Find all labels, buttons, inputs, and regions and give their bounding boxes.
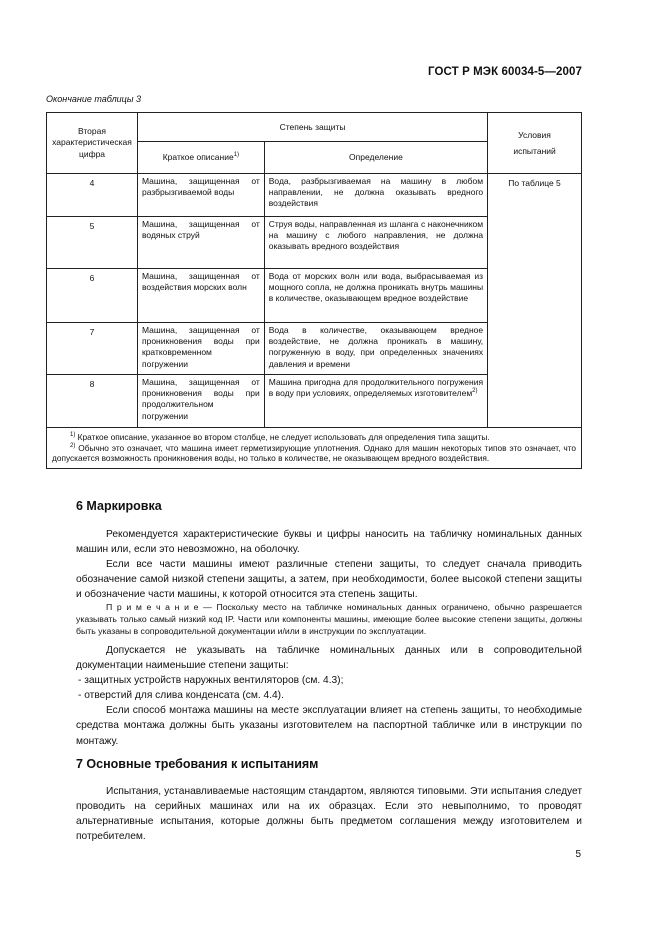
cell-short: Машина, защищенная от разбрызгиваемой воды bbox=[137, 174, 264, 217]
header-conditions-label: Условия испытаний bbox=[513, 130, 556, 156]
cell-digit: 4 bbox=[47, 174, 138, 217]
header-short-desc bbox=[137, 142, 264, 174]
cell-definition: Вода, разбрызгиваемая на машину в любом направлении, не должна оказывать вредного воздействия bbox=[264, 174, 487, 217]
section-7-body bbox=[76, 784, 582, 844]
paragraph: Если все части машины имеют различные степени защиты, то следует сначала приводить обозначение самой низкой степени защиты, а затем, при необходимости, более высокой степени защиты и обозначение части машины, к которой относится эта степень защиты. bbox=[76, 559, 582, 601]
footnote-1 bbox=[52, 432, 576, 443]
cell-definition-text: Машина пригодна для продолжительного погружения в воду при условиях, определяемых изготовителем bbox=[268, 377, 484, 399]
table-3 bbox=[46, 112, 582, 469]
cell-definition: Вода от морских волн или вода, выбрасываемая из мощного сопла, не должна проникать внутрь машины в количестве, оказывающем вредное воздействие bbox=[264, 269, 487, 323]
cell-short: Машина, защищенная от проникновения воды при кратковременном погружении bbox=[137, 323, 264, 375]
footnote-ref: 2) bbox=[472, 388, 478, 395]
cell-digit: 6 bbox=[47, 269, 138, 323]
paragraph: Допускается не указывать на табличке номинальных данных или в сопроводительной документации наименьшие степени защиты: bbox=[76, 645, 582, 672]
header-digit-label: Вторая характеристическая цифра bbox=[52, 126, 132, 159]
header-protection-group bbox=[137, 113, 487, 142]
header-definition-label: Определение bbox=[349, 152, 403, 163]
note-text: — Поскольку место на табличке номинальных данных ограничено, обычно разрешается указывать только самый низкий код IP. Части или компоненты машины, имеющие более высокие степени защиты, должны быть указаны в сопроводительной документации и/или в инструкции по эксплуатации. bbox=[76, 602, 582, 636]
header-conditions bbox=[488, 113, 582, 174]
page-number: 5 bbox=[575, 849, 581, 860]
cell-digit: 8 bbox=[47, 375, 138, 428]
cell-digit: 7 bbox=[47, 323, 138, 375]
table-footnotes bbox=[47, 428, 582, 469]
footnote-mark: 2) bbox=[70, 442, 76, 449]
footnote-text: Обычно это означает, что машина имеет герметизирующие уплотнения. Однако для машин некоторых типов это означает, что допускается возможность проникновения воды, но только в количестве, не оказывающем вредного воздействия. bbox=[52, 442, 576, 464]
section-6-body-2 bbox=[76, 643, 582, 749]
note-paragraph bbox=[76, 601, 582, 637]
table-row bbox=[47, 174, 582, 217]
cell-definition bbox=[264, 375, 487, 428]
table-caption: Окончание таблицы 3 bbox=[46, 94, 141, 104]
header-definition bbox=[264, 142, 487, 174]
table-header-row-1 bbox=[47, 113, 582, 142]
footnote-text: Краткое описание, указанное во втором столбце, не следует использовать для определения типа защиты. bbox=[77, 432, 490, 442]
header-short-desc-label: Краткое описание bbox=[162, 152, 234, 163]
cell-digit: 5 bbox=[47, 217, 138, 269]
footnote-mark: 1) bbox=[70, 432, 76, 439]
paragraph: Испытания, устанавливаемые настоящим стандартом, являются типовыми. Эти испытания следует проводить на серийных машинах или на их образцах. Если это невыполнимо, то проводят альтернативные испытания, которые должны быть предметом соглашения между изготовителем и потребителем. bbox=[76, 786, 582, 843]
cell-short: Машина, защищенная от проникновения воды при продолжительном погружении bbox=[137, 375, 264, 428]
header-protection-label: Степень защиты bbox=[279, 121, 346, 132]
cell-conditions: По таблице 5 bbox=[488, 174, 582, 428]
note-label: П р и м е ч а н и е bbox=[106, 602, 199, 612]
list-item: - защитных устройств наружных вентиляторов (см. 4.3); bbox=[78, 675, 344, 687]
header-digit bbox=[47, 113, 138, 174]
cell-definition: Струя воды, направленная из шланга с наконечником на машину с любого направления, не должна оказывать вредного воздействия bbox=[264, 217, 487, 269]
cell-definition: Вода в количестве, оказывающем вредное воздействие, не должна проникать в машину, погруженную в воду, при определенных значениях давления и времени bbox=[264, 323, 487, 375]
cell-short: Машина, защищенная от воздействия морских волн bbox=[137, 269, 264, 323]
cell-short: Машина, защищенная от водяных струй bbox=[137, 217, 264, 269]
document-header-id: ГОСТ Р МЭК 60034-5—2007 bbox=[428, 66, 582, 78]
section-6-title: 6 Маркировка bbox=[76, 499, 162, 513]
paragraph: Если способ монтажа машины на месте эксплуатации влияет на степень защиты, то необходимые средства монтажа должны быть указаны изготовителем на паспортной табличке или в инструкции по монтажу. bbox=[76, 705, 582, 747]
footnote-ref: 1) bbox=[233, 152, 240, 159]
list-item: - отверстий для слива конденсата (см. 4.4). bbox=[78, 690, 284, 702]
table-footnotes-row bbox=[47, 428, 582, 469]
paragraph: Рекомендуется характеристические буквы и цифры наносить на табличку номинальных данных машин или, если это невозможно, на оболочку. bbox=[76, 529, 582, 556]
note bbox=[76, 601, 582, 637]
section-7-title: 7 Основные требования к испытаниям bbox=[76, 757, 319, 771]
section-6-body bbox=[76, 527, 582, 602]
footnote-2 bbox=[52, 443, 576, 464]
